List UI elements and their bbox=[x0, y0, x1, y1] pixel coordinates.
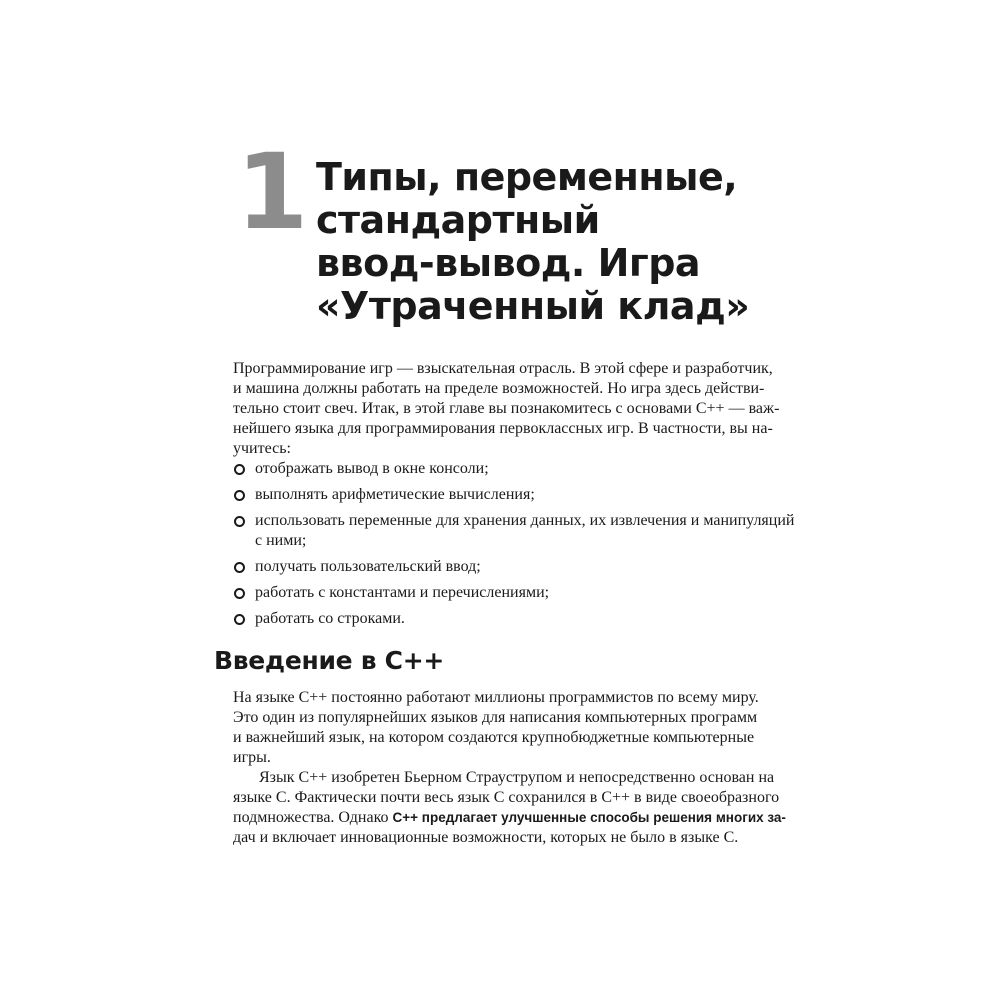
intro-line: тельно стоит свеч. Итак, в этой главе вы познакомитесь с основами C++ — важ- bbox=[233, 400, 780, 417]
paragraph-text-run: подмножества. Однако bbox=[233, 809, 393, 826]
paragraph-line: На языке C++ постоянно работают миллионы программистов по всему миру. bbox=[233, 689, 759, 706]
circle-bullet-icon bbox=[234, 516, 245, 527]
chapter-title-line: «Утраченный клад» bbox=[316, 284, 750, 328]
section-heading: Введение в C++ bbox=[214, 646, 444, 675]
circle-bullet-icon bbox=[234, 614, 245, 625]
intro-line: учитесь: bbox=[233, 440, 291, 457]
intro-line: Программирование игр — взыскательная отрасль. В этой сфере и разработчик, bbox=[233, 360, 773, 377]
paragraph-line: дач и включает инновационные возможности, которых не было в языке C. bbox=[233, 829, 739, 846]
circle-bullet-icon bbox=[234, 464, 245, 475]
intro-paragraph bbox=[233, 359, 779, 459]
chapter-title-line: ввод-вывод. Игра bbox=[316, 241, 701, 285]
paragraph-line bbox=[233, 808, 793, 828]
circle-bullet-icon bbox=[234, 588, 245, 599]
paragraph-line: языке C. Фактически почти весь язык C сохранился в C++ в виде своеобразного bbox=[233, 789, 780, 806]
paragraph-line: Язык C++ изобретен Бьерном Страуструпом и непосредственно основан на bbox=[259, 769, 775, 786]
list-item-text: с ними; bbox=[255, 532, 307, 549]
chapter-number: 1 bbox=[236, 131, 309, 253]
list-item-text: использовать переменные для хранения данных, их извлечения и манипуляций bbox=[255, 512, 795, 529]
skills-list bbox=[233, 459, 793, 635]
emphasized-text: C++ предлагает улучшенные способы решения многих за- bbox=[392, 810, 786, 825]
chapter-title bbox=[316, 156, 776, 328]
list-item bbox=[233, 557, 793, 577]
list-item-text: работать со строками. bbox=[255, 610, 405, 627]
list-item-text: работать с константами и перечислениями; bbox=[255, 584, 550, 601]
paragraph-line: игры. bbox=[233, 749, 271, 766]
chapter-title-line: Типы, переменные, bbox=[316, 155, 738, 199]
list-item bbox=[233, 485, 793, 505]
intro-line: нейшего языка для программирования первоклассных игр. В частности, вы на- bbox=[233, 420, 773, 437]
section-paragraph bbox=[233, 688, 793, 768]
chapter-title-line: стандартный bbox=[316, 198, 600, 242]
paragraph-line: и важнейший язык, на котором создаются крупнобюджетные компьютерные bbox=[233, 729, 755, 746]
circle-bullet-icon bbox=[234, 562, 245, 573]
list-item bbox=[233, 511, 793, 551]
intro-line: и машина должны работать на пределе возможностей. Но игра здесь действи- bbox=[233, 380, 765, 397]
circle-bullet-icon bbox=[234, 490, 245, 501]
list-item bbox=[233, 583, 793, 603]
list-item bbox=[233, 609, 793, 629]
list-item bbox=[233, 459, 793, 479]
list-item-text: выполнять арифметические вычисления; bbox=[255, 486, 535, 503]
list-item-text: получать пользовательский ввод; bbox=[255, 558, 481, 575]
list-item-text: отображать вывод в окне консоли; bbox=[255, 460, 489, 477]
section-paragraph bbox=[233, 768, 793, 848]
paragraph-line: Это один из популярнейших языков для написания компьютерных программ bbox=[233, 709, 758, 726]
